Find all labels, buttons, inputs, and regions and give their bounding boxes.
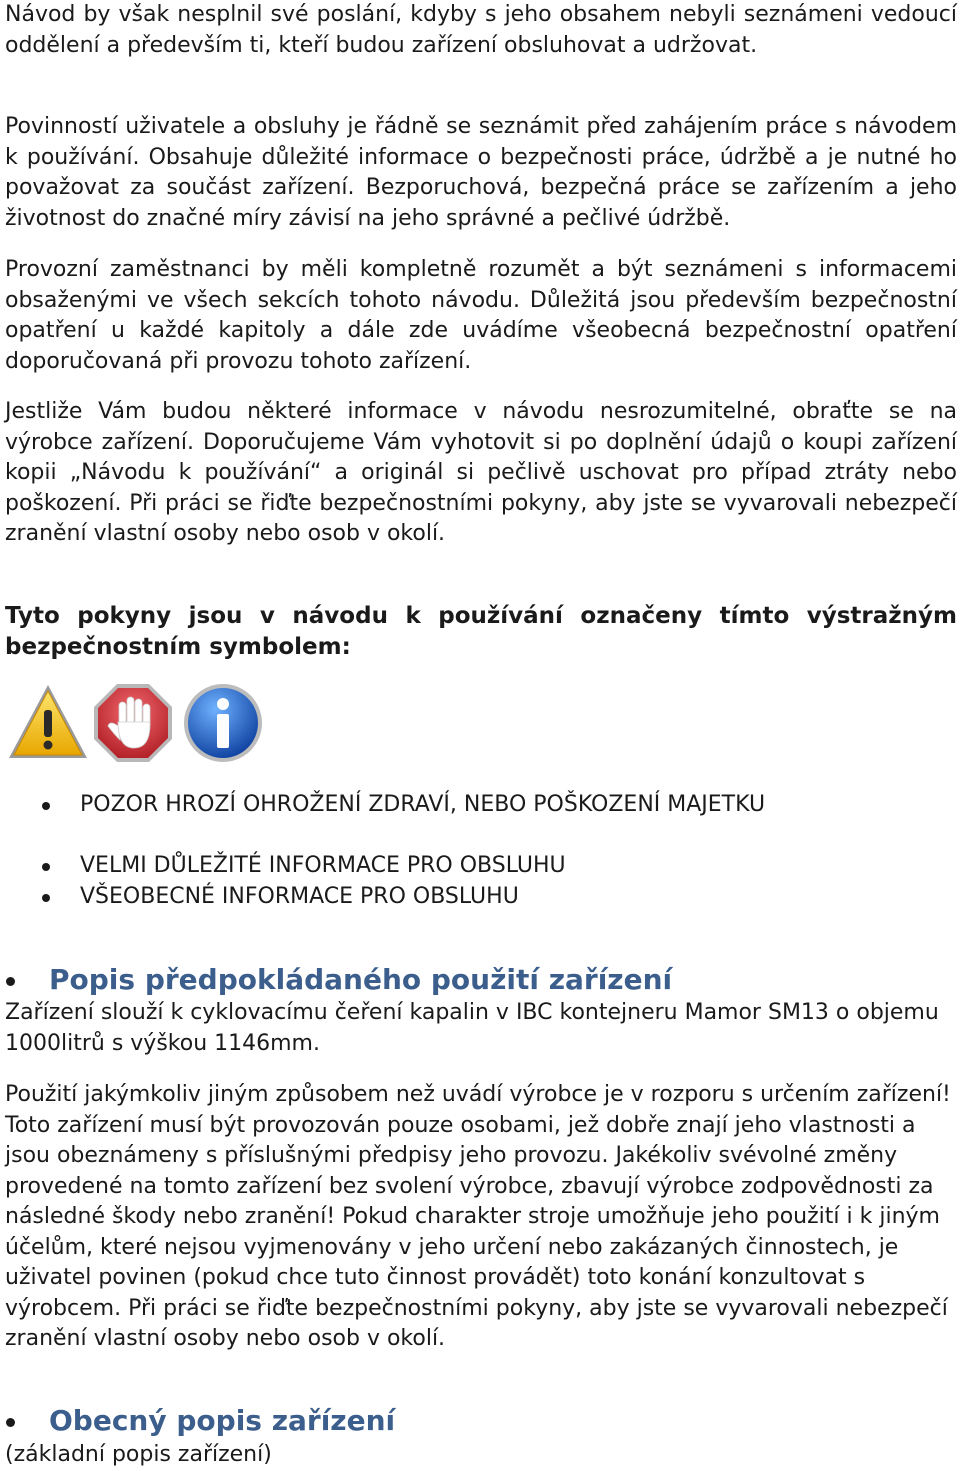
section-title: Obecný popis zařízení — [49, 1404, 396, 1437]
user-obligation-paragraph: Povinností uživatele a obsluhy je řádně se seznámit před zahájením práce s návodem k používání. Obsahuje důležité informace o bezpečnosti práce, údržbě a je nutné ho považovat za součást zařízení. Bezporuchová, bezpečná práce se zařízením a jeho životnost do značné míry závisí na jeho správné a pečlivé údržbě. — [5, 114, 957, 231]
bullet — [6, 977, 15, 986]
symbol-legend-list — [0, 790, 900, 821]
warning-heading: Tyto pokyny jsou v návodu k používání označeny tímto výstražným bezpečnostním symbolem: — [5, 603, 957, 660]
list-item — [0, 790, 900, 821]
legend-important-text: VELMI DŮLEŽITÉ INFORMACE PRO OBSLUHU — [80, 853, 566, 878]
info-icon — [182, 682, 264, 764]
list-item — [0, 882, 900, 913]
legend-warning-text: POZOR HROZÍ OHROŽENÍ ZDRAVÍ, NEBO POŠKOZENÍ MAJETKU — [80, 792, 766, 817]
section-subtitle: (základní popis zařízení) — [5, 1442, 272, 1467]
bullet — [6, 1418, 15, 1427]
intro-paragraph: Návod by však nesplnil své poslání, kdyby s jeho obsahem nebyli seznámeni vedoucí oddělení a především ti, kteří budou zařízení obsluhovat a udržovat. — [5, 2, 957, 58]
bullet — [42, 802, 50, 810]
list-item — [0, 851, 900, 882]
manufacturer-contact-paragraph: Jestliže Vám budou některé informace v návodu nesrozumitelné, obraťte se na výrobce zařízení. Doporučujeme Vám vyhotovit si po doplnění údajů o koupi zařízení kopii „Návodu k používání“ a originál si pečlivě uschovat pro případ ztráty nebo poškození. Při práci se řiďte bezpečnostními pokyny, aby jste se vyvarovali nebezpečí zranění vlastní osoby nebo osob v okolí. — [5, 399, 957, 546]
bullet — [42, 863, 50, 871]
section-heading-intended-use — [0, 962, 900, 998]
intended-use-paragraph: Zařízení slouží k cyklovacímu čeření kapalin v IBC kontejneru Mamor SM13 o objemu 1000litrů s výškou 1146mm. — [5, 1000, 939, 1056]
stop-hand-icon — [92, 682, 174, 764]
staff-paragraph: Provozní zaměstnanci by měli kompletně rozumět a být seznámeni s informacemi obsaženými ve všech sekcích tohoto návodu. Důležitá jsou především bezpečnostní opatření u každé kapitoly a dále zde uvádíme všeobecná bezpečnostní opatření doporučovaná při provozu tohoto zařízení. — [5, 257, 957, 374]
section-title: Popis předpokládaného použití zařízení — [49, 963, 673, 996]
safety-symbols — [6, 682, 266, 764]
symbol-legend-list-2 — [0, 851, 900, 912]
section-heading-general-description — [0, 1403, 900, 1439]
legend-general-text: VŠEOBECNÉ INFORMACE PRO OBSLUHU — [80, 883, 519, 909]
warning-triangle-icon — [6, 682, 90, 762]
misuse-paragraph: Použití jakýmkoliv jiným způsobem než uvádí výrobce je v rozporu s určením zařízení! Toto zařízení musí být provozován pouze osobami, jež dobře znají jeho vlastnosti a jsou obeznámeny s příslušnými předpisy jeho provozu. Jakékoliv svévolné změny provedené na tomto zařízení bez svolení výrobce, zbavují výrobce zodpovědnosti za následné škody nebo zranění! Pokud charakter stroje umožňuje jeho použití i k jiným účelům, které nejsou vyjmenovány v jeho určení nebo zakázaných činnostech, je uživatel povinen (pokud chce tuto činnost provádět) toto konání konzultovat s výrobcem. Při práci se řiďte bezpečnostními pokyny, aby jste se vyvarovali nebezpečí zranění vlastní osoby nebo osob v okolí. — [5, 1082, 951, 1351]
bullet — [42, 894, 50, 902]
